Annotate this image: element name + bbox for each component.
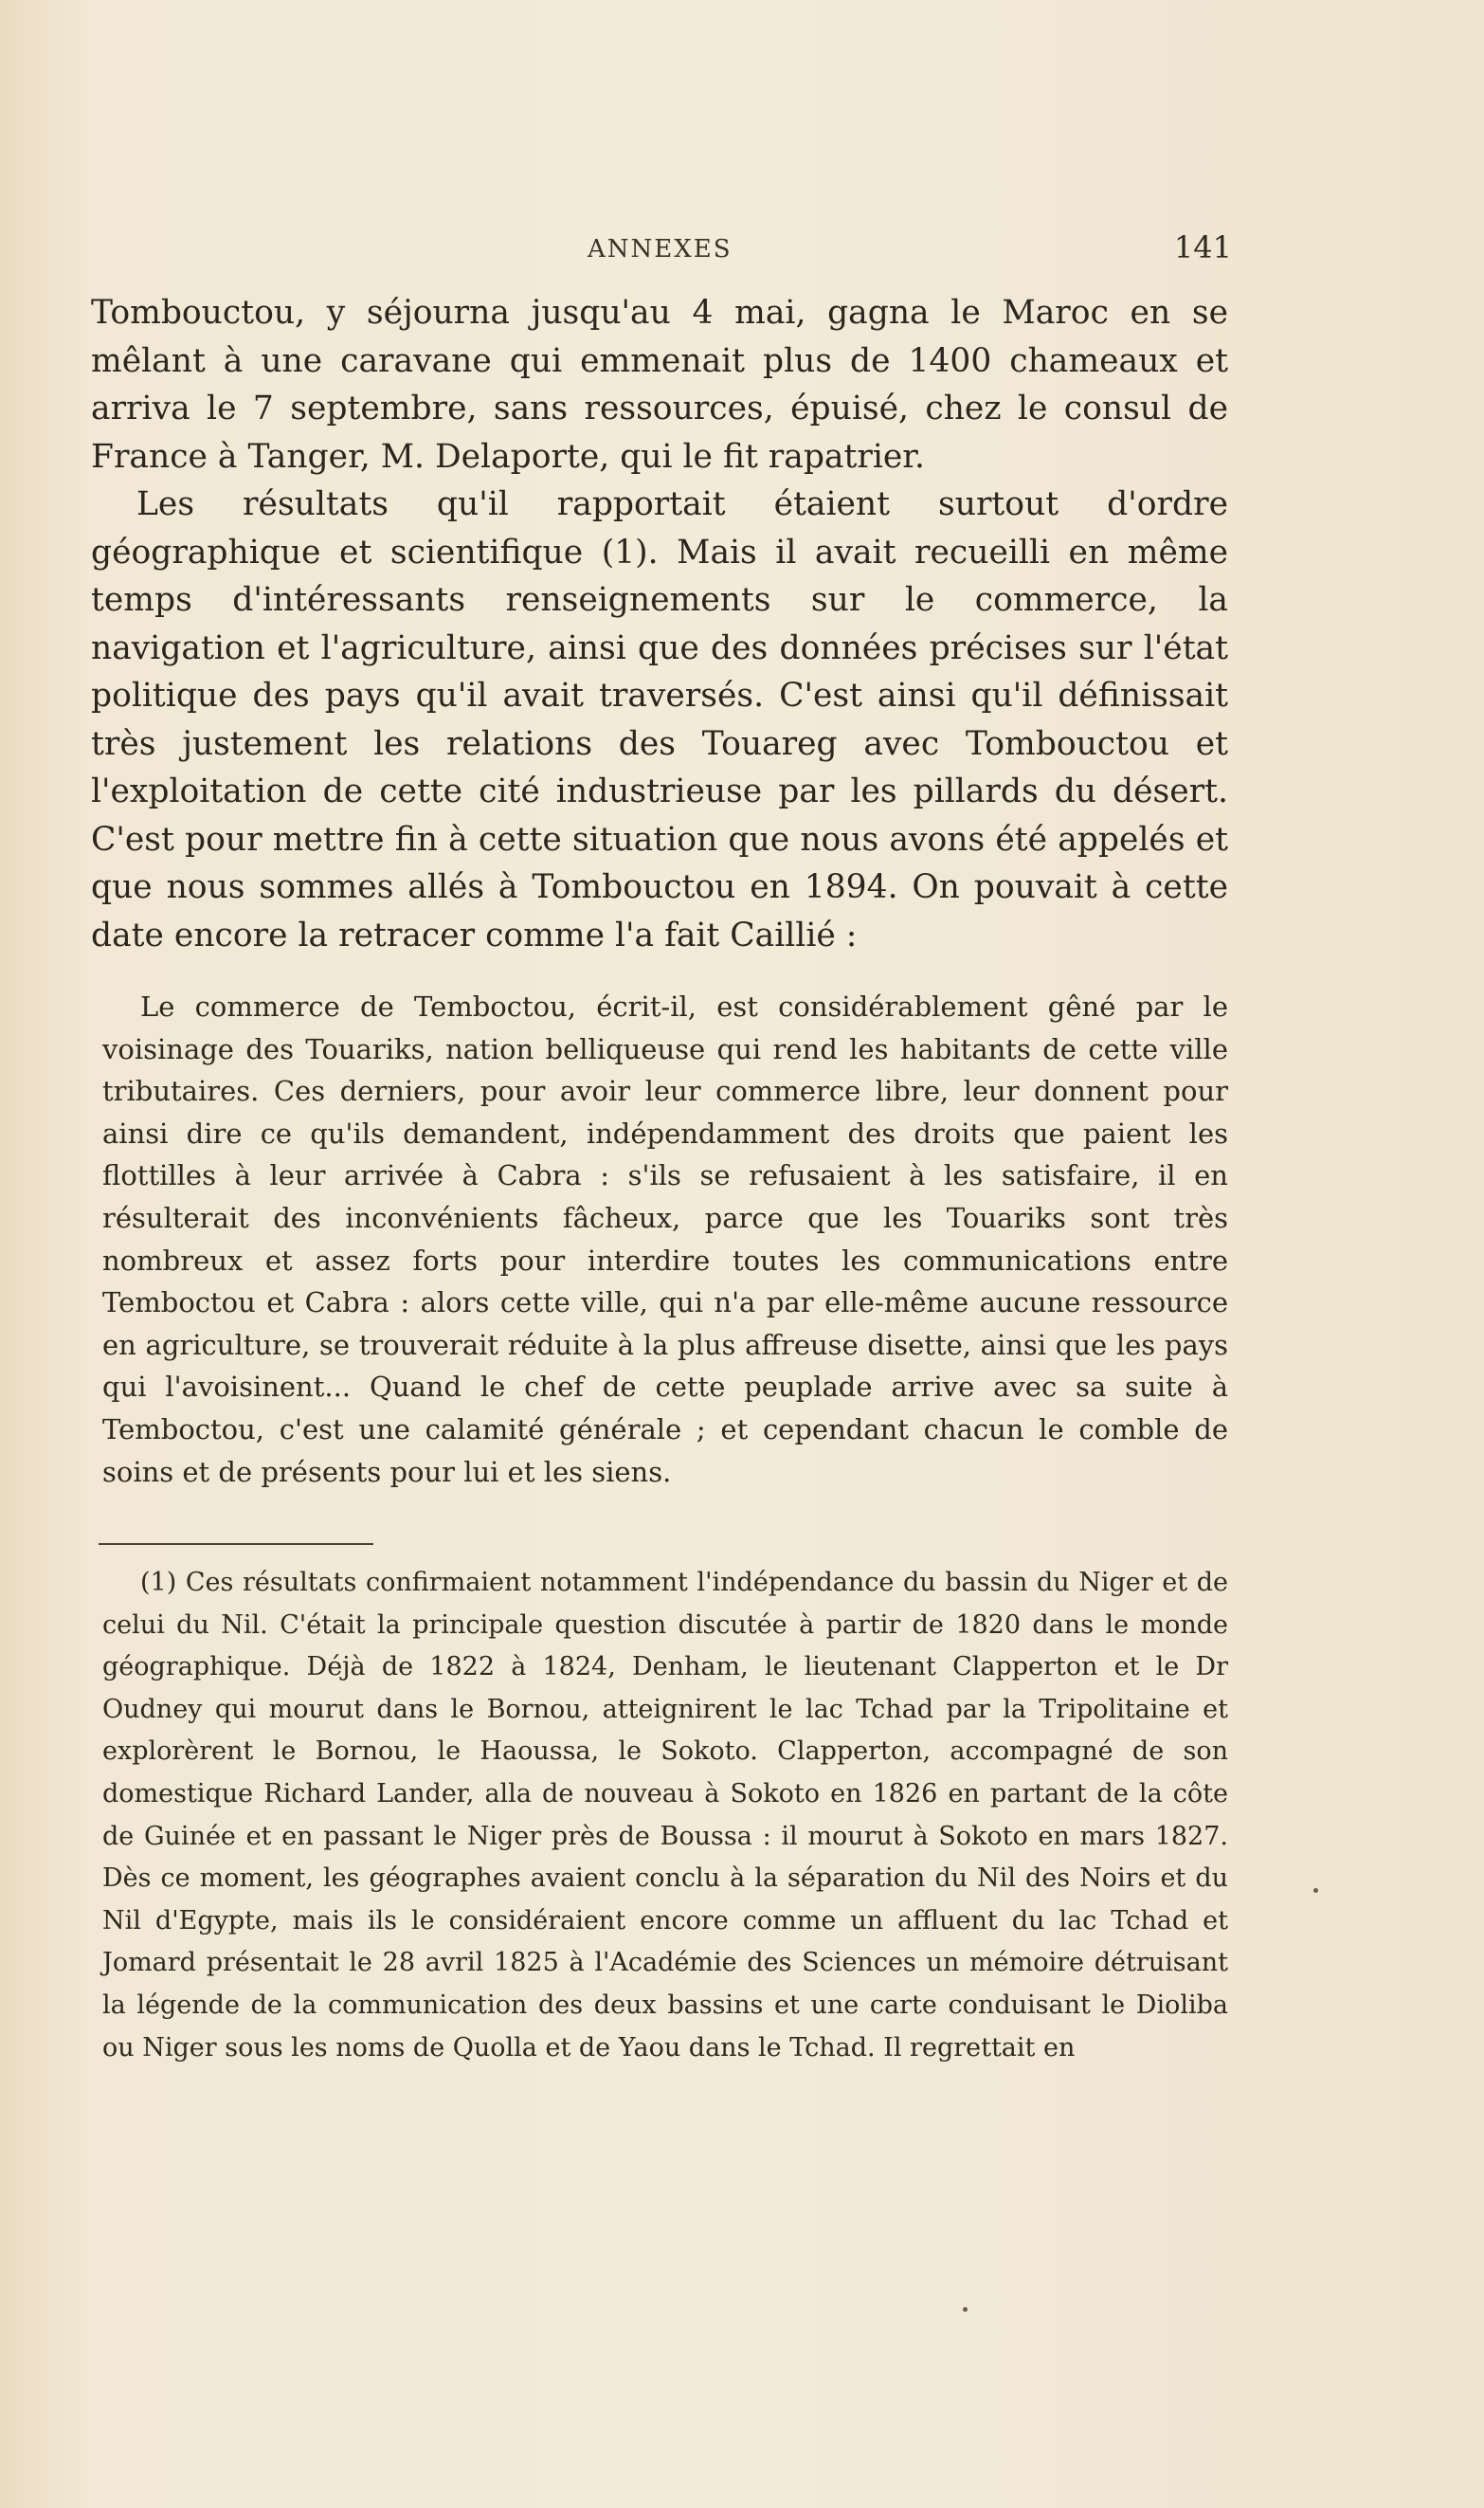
footnote-separator (99, 1543, 373, 1545)
paper-speck (963, 2307, 968, 2312)
paragraph-2: Les résultats qu'il rapportait étaient surtout d'ordre géographique et scientifique (1). Mais il avait recueilli en même temps d'intéressants renseignements sur le commerce, la navigation et l'agriculture, ainsi que des données précises sur l'état politique des pays qu'il avait traversés. C'est ainsi qu'il définissait très justement les relations des Touareg avec Tombouctou et l'exploitation de cette cité industrieuse par les pillards du désert. C'est pour mettre fin à cette situation que nous avons été appelés et que nous sommes allés à Tombouctou en 1894. On pouvait à cette date encore la retracer comme l'a fait Caillié : (91, 485, 1228, 954)
footnote-text: (1) Ces résultats confirmaient notamment l'indépendance du bassin du Niger et de celui du Nil. C'était la principale question discutée à partir de 1820 dans le monde géographique. Déjà de 1822 à 1824, Denham, le lieutenant Clapperton et le Dr Oudney qui mourut dans le Bornou, atteignirent le lac Tchad par la Tripolitaine et explorèrent le Bornou, le Haoussa, le Sokoto. Clapperton, accompagné de son domestique Richard Lander, alla de nouveau à Sokoto en 1826 en partant de la côte de Guinée et en passant le Niger près de Boussa : il mourut à Sokoto en mars 1827. Dès ce moment, les géographes avaient conclu à la séparation du Nil des Noirs et du Nil d'Egypte, mais ils le considéraient encore comme un affluent du lac Tchad et Jomard présentait le 28 avril 1825 à l'Académie des Sciences un mémoire détruisant la légende de la communication des deux bassins et une carte conduisant le Dioliba ou Niger sous les noms de Quolla et de Yaou dans le Tchad. Il regrettait en (102, 1568, 1228, 2063)
quotation-text: Le commerce de Temboctou, écrit-il, est considérablement gêné par le voisinage des Touariks, nation belliqueuse qui rend les habitants de cette ville tributaires. Ces derniers, pour avoir leur commerce libre, leur donnent pour ainsi dire ce qu'ils demandent, indépendamment des droits que paient les flottilles à leur arrivée à Cabra : s'ils se refusaient à les satisfaire, il en résulterait des inconvénients fâcheux, parce que les Touariks sont très nombreux et assez forts pour interdire toutes les communications entre Temboctou et Cabra : alors cette ville, qui n'a par elle-même aucune ressource en agriculture, se trouverait réduite à la plus affreuse disette, ainsi que les pays qui l'avoisinent... Quand le chef de cette peuplade arrive avec sa suite à Temboctou, c'est une calamité générale ; et cependant chacun le comble de soins et de présents pour lui et les siens. (102, 990, 1228, 1488)
running-head: ANNEXES (588, 235, 733, 264)
paper-speck (1313, 1888, 1318, 1893)
page-header (76, 229, 1232, 273)
paragraph-1: Tombouctou, y séjourna jusqu'au 4 mai, gagna le Maroc en se mêlant à une caravane qui emmenait plus de 1400 chameaux et arriva le 7 septembre, sans ressources, épuisé, chez le consul de France à Tanger, M. Delaporte, qui le fit rapatrier. (91, 294, 1228, 476)
caillie-quotation (102, 986, 1228, 1493)
footnote (102, 1562, 1228, 2069)
page-number: 141 (1173, 229, 1232, 265)
main-text (91, 289, 1228, 959)
